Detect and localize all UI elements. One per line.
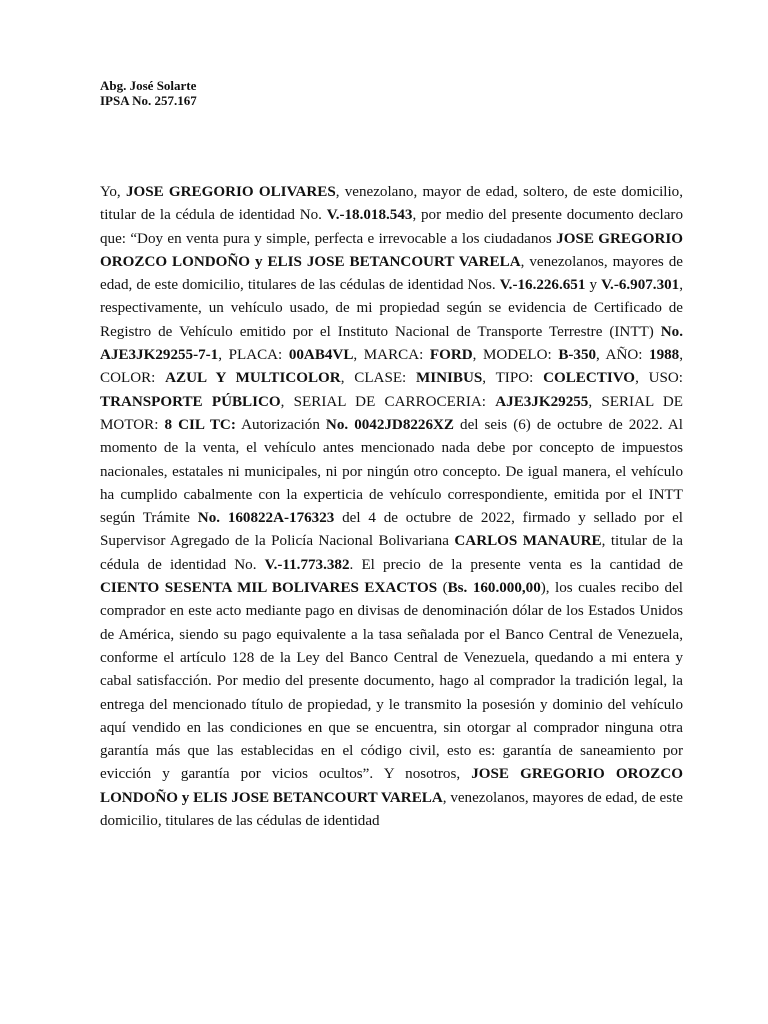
text-run: , PLACA: <box>218 347 289 364</box>
seller-name: JOSE GREGORIO OLIVARES <box>125 184 336 200</box>
vehicle-year: 1988 <box>649 347 680 364</box>
lawyer-name: Abg. José Solarte <box>100 78 197 93</box>
registration-certificate-number: No. AJE3JK29255-7-1 <box>100 323 683 364</box>
text-run: , MODELO: <box>472 347 559 364</box>
text-run: , por medio del presente documento declaro que: “Doy en venta pura y simple, perfecta e irrevocable a los ciudadanos <box>100 207 684 247</box>
vehicle-model: B-350 <box>558 347 597 364</box>
buyer-id-number-2: V.-6.907.301 <box>601 277 680 294</box>
text-run: ( <box>437 580 448 597</box>
supervisor-id-number: V.-11.773.382 <box>264 556 350 573</box>
text-run: del seis (6) de octubre de 2022. Al momento de la venta, el vehículo antes mencionado nada debe por concepto de impuestos nacionales, estatales ni municipales, ni por ningún otro concepto. De igual manera, el vehículo ha cumplido cabalmente con la experticia de vehículo correspondiente, emitida por el INTT según Trámite <box>100 416 684 527</box>
text-run: , respectivamente, un vehículo usado, de mi propiedad según se evidencia de Certificado de Registro de Vehículo emitido por el Instituto Nacional de Transporte Terrestre (INTT) <box>100 277 684 340</box>
vehicle-class: MINIBUS <box>416 370 483 387</box>
text-run: ), los cuales recibo del comprador en este acto mediante pago en divisas de denominación dólar de los Estados Unidos de América, siendo su pago equivalente a la tasa señalada por el Banco Central de Venezuela, conforme el artículo 128 de la Ley del Banco Central de Venezuela, quedando a mi entera y cabal satisfacción. Por medio del presente documento, hago al comprador la tradición legal, la entrega del mencionado título de propiedad, y le transmito la posesión y dominio del vehículo aquí vendido en las condiciones en que se encuentra, sin otorgar al comprador ninguna otra garantía más que las establecidas en el código civil, esto es: garantía de saneamiento por evicción y garantía por vicios ocultos”. Y nosotros, <box>100 580 683 783</box>
text-run: Yo, <box>100 184 126 200</box>
vehicle-type: COLECTIVO <box>543 370 636 387</box>
text-run: , venezolano, mayor de edad, soltero, de este domicilio, titular de la cédula de identidad No. <box>100 184 684 224</box>
price-amount: Bs. 160.000,00 <box>447 580 541 597</box>
text-run: , AÑO: <box>596 347 650 364</box>
text-run: , SERIAL DE MOTOR: <box>100 393 683 433</box>
buyer-id-number-1: V.-16.226.651 <box>499 277 586 294</box>
engine-serial: 8 CIL TC: <box>164 416 236 433</box>
price-in-words: CIENTO SESENTA MIL BOLIVARES EXACTOS <box>100 580 438 597</box>
vehicle-plate: 00AB4VL <box>288 347 354 364</box>
text-run: , CLASE: <box>340 370 417 387</box>
text-run: , titular de la cédula de identidad No. <box>100 533 683 573</box>
body-serial: AJE3JK29255 <box>495 393 589 410</box>
text-run: , venezolanos, mayores de edad, de este domicilio, titulares de las cédulas de identidad <box>100 789 683 830</box>
buyer-names: JOSE GREGORIO OROZCO LONDOÑO y ELIS JOSE BETANCOURT VARELA <box>100 230 683 270</box>
text-run: , MARCA: <box>353 347 430 364</box>
text-run: , SERIAL DE CARROCERIA: <box>280 393 496 410</box>
vehicle-make: FORD <box>429 347 473 364</box>
text-run: , COLOR: <box>100 347 683 387</box>
buyer-names-repeat: JOSE GREGORIO OROZCO LONDOÑO y ELIS JOSE BETANCOURT VARELA <box>100 766 684 806</box>
text-run: y <box>585 277 602 294</box>
text-run: , venezolanos, mayores de edad, de este domicilio, titulares de las cédulas de identidad Nos. <box>100 253 683 294</box>
authorization-number: No. 0042JD8226XZ <box>325 416 454 433</box>
text-run: del 4 de octubre de 2022, firmado y sellado por el Supervisor Agregado de la Policía Nacional Bolivariana <box>100 510 683 550</box>
seller-id-number: V.-18.018.543 <box>326 207 413 224</box>
text-run: . El precio de la presente venta es la cantidad de <box>349 556 683 573</box>
letterhead <box>100 78 197 108</box>
supervisor-name: CARLOS MANAURE <box>454 533 602 550</box>
vehicle-use: TRANSPORTE PÚBLICO <box>100 393 281 410</box>
procedure-number: No. 160822A-176323 <box>197 510 335 527</box>
sale-declaration-paragraph <box>100 181 683 833</box>
text-run: , USO: <box>635 370 684 387</box>
vehicle-color: AZUL Y MULTICOLOR <box>165 370 341 387</box>
ipsa-number: IPSA No. 257.167 <box>100 93 197 108</box>
text-run: Autorización <box>235 416 326 433</box>
text-run: , TIPO: <box>482 370 544 387</box>
